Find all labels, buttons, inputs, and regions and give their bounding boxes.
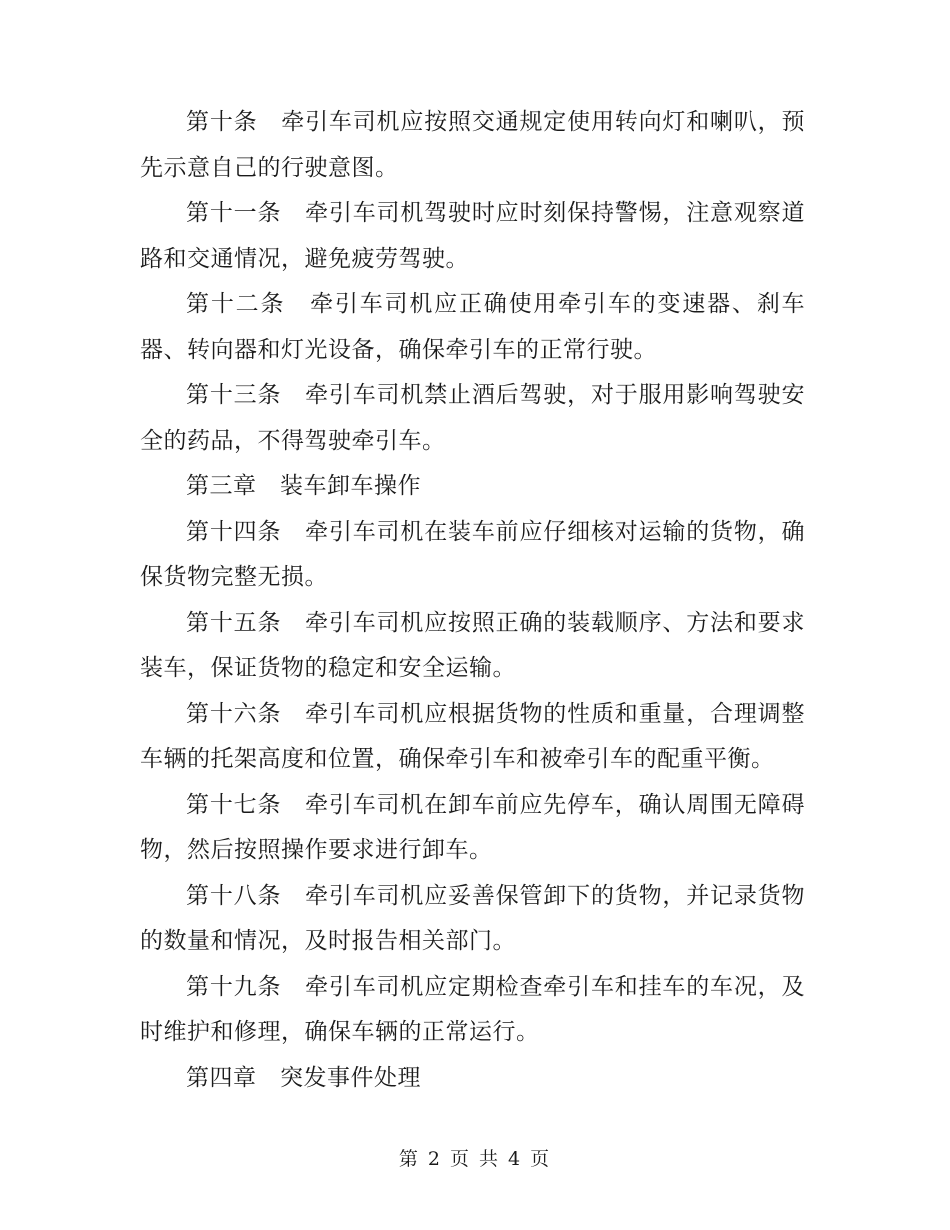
chapter-3-heading: 第三章 装车卸车操作 [186, 473, 421, 499]
article-16: 第十六条 牵引车司机应根据货物的性质和重量，合理调整车辆的托架高度和位置，确保牵引车和被牵引车的配重平衡。 [140, 700, 805, 772]
article-10: 第十条 牵引车司机应按照交通规定使用转向灯和喇叭，预先示意自己的行驶意图。 [140, 109, 805, 181]
article-18: 第十八条 牵引车司机应妥善保管卸下的货物，并记录货物的数量和情况，及时报告相关部门。 [140, 882, 805, 954]
article-19: 第十九条 牵引车司机应定期检查牵引车和挂车的车况，及时维护和修理，确保车辆的正常运行。 [140, 973, 805, 1045]
article-17: 第十七条 牵引车司机在卸车前应先停车，确认周围无障碍物，然后按照操作要求进行卸车。 [140, 791, 805, 863]
article-14: 第十四条 牵引车司机在装车前应仔细核对运输的货物，确保货物完整无损。 [140, 518, 805, 590]
article-13: 第十三条 牵引车司机禁止酒后驾驶，对于服用影响驾驶安全的药品，不得驾驶牵引车。 [140, 382, 805, 454]
article-11: 第十一条 牵引车司机驾驶时应时刻保持警惕，注意观察道路和交通情况，避免疲劳驾驶。 [140, 200, 805, 272]
article-15: 第十五条 牵引车司机应按照正确的装载顺序、方法和要求装车，保证货物的稳定和安全运输。 [140, 609, 805, 681]
document-body [140, 100, 805, 1101]
chapter-4-heading: 第四章 突发事件处理 [186, 1064, 421, 1091]
page-number-footer: 第 2 页 共 4 页 [398, 1148, 552, 1170]
article-12: 第十二条 牵引车司机应正确使用牵引车的变速器、刹车器、转向器和灯光设备，确保牵引车的正常行驶。 [140, 291, 805, 363]
